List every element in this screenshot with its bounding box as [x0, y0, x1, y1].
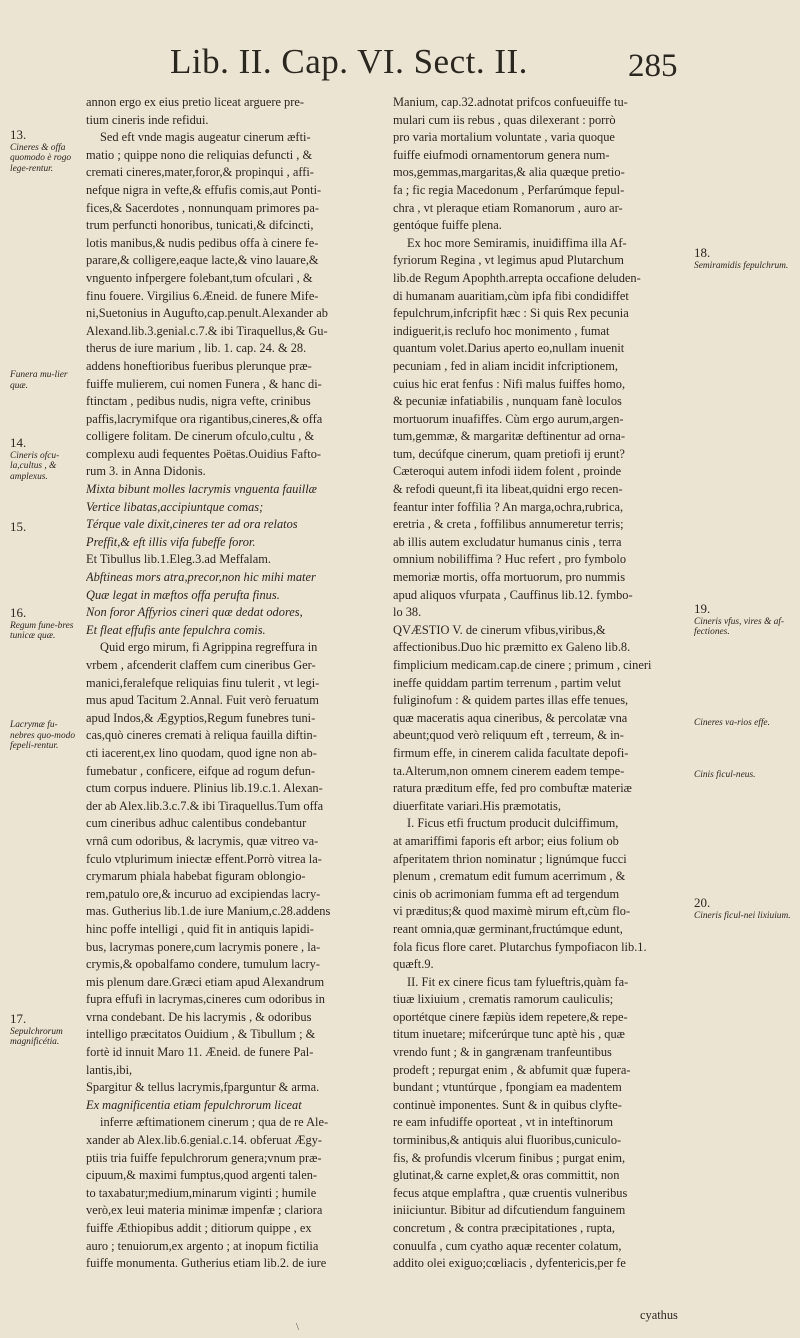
text-line: rem,patulo ore,& incuruo ad excipiendas lacry-	[86, 886, 321, 901]
text-line: lib.de Regum Apophth.arrepta occafione deluden-	[393, 270, 641, 285]
text-line: continuè imponentes. Sunt & in quibus clyfte-	[393, 1097, 622, 1112]
margin-note-text: Funera mu-lier quæ.	[10, 370, 68, 391]
text-line: Ex hoc more Semiramis, inuiđiffima illa Af-	[407, 235, 627, 250]
text-line: Et Tibullus lib.1.Eleg.3.ad Meffalam.	[86, 552, 271, 567]
text-line: re eam infudiffe oporteat , vt in inteftinorum	[393, 1115, 613, 1130]
text-line: vrnâ cum odoribus, & lacrymis, quæ vitreo va-	[86, 833, 319, 848]
text-line: crymarum phiala habebat figuram oblongio-	[86, 869, 306, 884]
text-line: Et fleat effufis ante fepulchra comis.	[86, 622, 266, 637]
margin-note-number: 15.	[10, 519, 27, 534]
text-line: mas. Gutherius lib.1.de iure Manium,c.28.addens	[86, 904, 331, 919]
text-line: intelligo præcitatos Ouidium , & Tibullum ; &	[86, 1027, 316, 1042]
text-line: therus de iure marium , lib. 1. cap. 24. & 28.	[86, 341, 307, 356]
text-line: prodeft ; repurgat enim , & abfumit quæ fupera-	[393, 1062, 631, 1077]
text-line: Abftineas mors atra,precor,non hic mihi mater	[86, 570, 316, 585]
text-line: firmum effe, in cinerem calida facultate depofi-	[393, 745, 629, 760]
text-line: pecuniam , fed in aliam incidit infcriptionem,	[393, 358, 619, 373]
text-line: fupra effufi in lacrymas,cineres cum odoribus in	[86, 992, 325, 1007]
text-line: fuliginofum : & quidem partes illas effe tenues,	[393, 693, 629, 708]
text-line: tiuæ lixiuium , crematis ramorum cauliculis;	[393, 992, 614, 1007]
margin-note-text: Cineris ofcu-la,cultus , & amplexus.	[10, 450, 60, 482]
text-line: II. Fit ex cinere ficus tam fylueftris,quàm fa-	[407, 974, 629, 989]
text-line: fices,& Sacerdotes , nonnunquam primores pa-	[86, 200, 319, 215]
text-line: Quæ legat in mæftos offa perufta finus.	[86, 587, 280, 602]
margin-note-20	[694, 895, 794, 921]
text-line: fuiffe monumenta. Gutherius etiam lib.2. de iure	[86, 1256, 327, 1271]
text-line: cremati cineres,mater,foror,& propinqui , affi-	[86, 165, 314, 180]
margin-note-cineres-varios	[694, 718, 794, 729]
text-line: indiguerit,is reclufo hoc monimento , fumat	[393, 323, 610, 338]
left-text-column	[86, 94, 364, 1273]
text-line: fis, & profundis vlcerum finibus ; purgat enim,	[393, 1150, 626, 1165]
text-line: Mixta bibunt molles lacrymis vnguenta fauillæ	[86, 482, 317, 497]
text-line: fuiffe mulierem, cui nomen Funera , & hanc di-	[86, 376, 322, 391]
text-line: ni,Suetonius in Augufto,cap.penult.Alexander ab	[86, 306, 328, 321]
text-line: finu fouere. Virgilius 6.Æneid. de funere Mife-	[86, 288, 319, 303]
margin-note-number: 14.	[10, 435, 27, 450]
margin-note-19	[694, 601, 794, 638]
margin-note-text: Cineres & offa quomodo è rogo lege-rentur.	[10, 142, 72, 174]
text-line: mulari cum iis rebus , quas dilexerant : porrò	[393, 112, 616, 127]
text-line: Spargitur & tellus lacrymis,fparguntur & arma.	[86, 1080, 320, 1095]
text-line: at amariffimi faporis eft arbor; eius folium ob	[393, 833, 619, 848]
text-line: Térque vale dixit,cineres ter ad ora relatos	[86, 517, 298, 532]
text-line: Non foror Affyrios cineri quæ dedat odores,	[86, 605, 303, 620]
text-line: cipuum,& maximi fumptus,quod argenti talen-	[86, 1168, 318, 1183]
text-line: fimplicium medicam.cap.de cinere ; primum , cineri	[393, 658, 652, 672]
margin-note-funera	[10, 370, 82, 391]
text-line: fecus atque emplaftra , quæ cruentis vulneribus	[393, 1185, 628, 1200]
text-line: ftinctam , pedibus nudis, nigra vefte, crinibus	[86, 394, 311, 409]
text-line: tum,gemmæ, & margaritæ deftinentur ad orna-	[393, 429, 626, 444]
running-header: Lib. II. Cap. VI. Sect. II.	[170, 42, 528, 81]
text-line: ptiis tria fuiffe fepulchrorum genera;vnum præ-	[86, 1150, 322, 1165]
text-line: concretum , & contra præcipitationes , rupta,	[393, 1221, 615, 1235]
text-line: Manium, cap.32.adnotat prifcos confueuiffe tu-	[393, 95, 628, 109]
text-line: lotis manibus,& nudis pedibus offa à cinere fe-	[86, 235, 319, 250]
margin-note-number: 17.	[10, 1011, 27, 1026]
text-line: addito olei exiguo;cœliacis , dyfentericis,per fe	[393, 1256, 626, 1271]
text-line: ab illis autem excludatur humanus cinis , terra	[393, 534, 622, 549]
text-line: parare,& colligere,eaque lacte,& vino lauare,&	[86, 253, 319, 268]
text-line: Preffit,& eft illis vifa fubeffe foror.	[86, 534, 256, 549]
text-line: Alexand.lib.3.genial.c.7.& ibi Tiraquellus,& Gu-	[86, 323, 328, 338]
margin-note-18	[694, 245, 794, 271]
text-line: vrbem , afcenderit claffem cum cineribus Ger-	[86, 658, 316, 672]
text-line: cuius hic erat fenfus : Nifi malus fuiffes homo,	[393, 376, 626, 391]
margin-note-number: 19.	[694, 601, 711, 616]
text-line: glutinat,& carne explet,& oras committit, non	[393, 1168, 620, 1183]
text-line: annon ergo ex eius pretio liceat arguere pre-	[86, 95, 305, 109]
text-line: feantur inter foffilia ? An marga,ochra,rubrica,	[393, 499, 624, 514]
text-line: gentóque fuiffe plena.	[393, 218, 502, 233]
text-line: apud aliquos vfurpata , Cauffinus lib.12. fymbo-	[393, 587, 633, 602]
margin-note-text: Cineres va-rios effe.	[694, 718, 770, 728]
text-line: fola ficus flore caret. Plutarchus fympofiacon lib.1.	[393, 939, 647, 954]
text-line: titum inuetare; mifcerúrque tunc aptè his , quæ	[393, 1027, 625, 1042]
text-line: tum, decúfque cinerum, quam pretiofi ij erunt?	[393, 446, 625, 461]
text-line: abeunt;quod verò reliquum eft , terreum, & in-	[393, 728, 624, 743]
text-line: cinis ob acrimoniam fumma eft ad tergendum	[393, 886, 620, 901]
text-line: & pecuniæ infatiabilis , nunquam fanè loculos	[393, 394, 622, 409]
text-line: colligere folitam. De cinerum ofculo,cultu , &	[86, 429, 315, 444]
text-line: QVÆSTIO V. de cinerum vfibus,viribus,&	[393, 622, 606, 637]
text-line: vi præditus;& quod maximè mirum eft,cùm flo-	[393, 904, 631, 919]
text-line: vrendo funt ; & in gangrænam tranfeuntibus	[393, 1045, 612, 1060]
text-line: mis plenum dare.Græci etiam apud Alexandrum	[86, 974, 325, 989]
text-line: complexu audi fequentes Poëtas.Ouidius Fafto-	[86, 446, 322, 461]
text-line: mos,gemmas,margaritas,& alia quæque pretio-	[393, 165, 625, 180]
text-line: Sed eft vnde magis augeatur cinerum æfti-	[100, 130, 311, 145]
text-line: Vertice libatas,accipiuntque comas;	[86, 499, 264, 514]
text-line: der ab Alex.lib.3.c.7.& ibi Tiraquellus.Tum offa	[86, 798, 324, 813]
text-line: chra , vt pleraque etiam Romanorum , auro ar-	[393, 200, 623, 215]
text-line: tium cineris inde refidui.	[86, 112, 209, 127]
text-line: crymis,& opobalfamo condere, tumulum lacry-	[86, 957, 320, 972]
margin-note-text: Cinis ficul-neus.	[694, 770, 756, 780]
margin-note-cinis-ficulneus	[694, 770, 794, 781]
text-line: & refodi queunt,fi ita libeat,quidni ergo recen-	[393, 482, 623, 497]
text-line: vrna condebant. De his lacrymis , & odoribus	[86, 1009, 312, 1024]
text-line: cti iacerent,ex lino quodam, quod igne non ab-	[86, 745, 317, 760]
text-line: omnium nobiliffima ? Huc refert , pro fymbolo	[393, 552, 627, 567]
margin-note-text: Cineris ficul-nei lixiuium.	[694, 910, 791, 921]
margin-note-13	[10, 127, 82, 174]
text-line: matio ; quippe nono die reliquias defuncti , &	[86, 147, 313, 162]
text-line: oportétque cinere fæpiùs idem repetere,& repe-	[393, 1009, 628, 1024]
text-line: hinc poffe intelligi , quid fit in antiquis lapidi-	[86, 921, 314, 936]
margin-note-17	[10, 1011, 82, 1048]
text-line: iniiciuntur. Bibitur ad difcutiendum fanguinem	[393, 1203, 626, 1218]
text-line: xander ab Alex.lib.6.genial.c.14. obferuat Ægy-	[86, 1133, 323, 1148]
text-line: mortuorum inuafiffes. Cùm ergo aurum,argen-	[393, 411, 624, 426]
text-line: verò,ex leui materia minimæ impenfæ ; clariora	[86, 1203, 323, 1218]
text-line: fepulchrum,infcripfit hæc : Si quis Rex pecunia	[393, 306, 629, 321]
text-line: fuiffe eiufmodi ornamentorum genera num-	[393, 147, 610, 162]
text-line: auro ; tenuiorum,ex argento ; at inopum fictilia	[86, 1238, 319, 1253]
margin-note-number: 13.	[10, 127, 27, 142]
text-line: fuiffe Æthiopibus addit ; ditiorum quippe , ex	[86, 1221, 312, 1235]
text-line: paffis,lacrymifque ora rigantibus,cineres,& offa	[86, 411, 323, 426]
text-line: apud Indos,& Ægyptios,Regum funebres tuni-	[86, 710, 316, 725]
text-line: manici,feralefque reliquias finu tulerit , vt legi-	[86, 675, 320, 690]
text-line: ratura præditum effe, fed pro combuftæ materiæ	[393, 781, 632, 796]
text-line: conuulfa , cum cyatho aquæ recenter colatum,	[393, 1238, 622, 1253]
margin-note-lacrymae	[10, 720, 82, 752]
text-line: nefque nigra in vefte,& effufis comis,aut Ponti-	[86, 182, 322, 197]
text-line: I. Ficus etfi fructum producit dulciffimum,	[407, 816, 619, 831]
text-line: reant omnia,quæ germinant,fructúmque edunt,	[393, 921, 623, 936]
margin-note-text: Lacrymæ fu-nebres quo-modo fepeli-rentur.	[10, 720, 76, 751]
text-line: torminibus,& antiquis alui fluoribus,cuniculo-	[393, 1133, 622, 1148]
margin-note-text: Sepulchrorum magnificétia.	[10, 1026, 63, 1047]
text-line: vnguento infpergere folebant,tum ofculari , &	[86, 270, 313, 285]
margin-note-14	[10, 435, 82, 482]
text-line: addens honeftioribus fueribus plerunque præ-	[86, 358, 312, 373]
text-line: fortè id innuit Maro 11. Æneid. de funere Pal-	[86, 1045, 314, 1060]
text-line: bus, lacrymas ponere,cum lacrymis ponere , la-	[86, 939, 321, 954]
text-line: pro varia mortalium voluntate , varia quoque	[393, 130, 615, 145]
text-line: memoriæ mortis, offa mortuorum, pro nummis	[393, 570, 626, 585]
text-line: diuerfitate variari.His præmotatis,	[393, 798, 561, 813]
text-line: ta.Alterum,non omnem cinerem eadem tempe-	[393, 763, 625, 778]
text-line: Quid ergo mirum, fi Agrippina regreffura in	[100, 640, 318, 655]
margin-note-number: 16.	[10, 605, 27, 620]
margin-note-text: Cineris vfus, vires & af-fectiones.	[694, 616, 785, 637]
text-line: fculo vtplurimum iniectæ effent.Porrò vitrea la-	[86, 851, 322, 866]
text-line: inferre æftimationem cinerum ; qua de re Ale-	[100, 1115, 329, 1130]
text-line: trum perfuncti honoribus, tunicati,& difcincti,	[86, 218, 314, 233]
text-line: afperitatem thrion nominatur ; lignúmque fucci	[393, 851, 627, 866]
text-line: lo 38.	[393, 605, 422, 620]
margin-note-text: Semiramidis fepulchrum.	[694, 260, 789, 271]
text-line: quæ maceratis aqua cineribus, & percolatæ vna	[393, 710, 628, 725]
text-line: rum 3. in Anna Didonis.	[86, 464, 206, 479]
text-line: plenum , crematum edit fumum acerrimum , &	[393, 869, 626, 884]
text-line: fyriorum Regina , vt legimus apud Plutarchum	[393, 253, 624, 268]
text-line: eretria , & creta , foffilibus annumeretur terris;	[393, 517, 624, 532]
text-line: cum cineribus adhuc calentibus condebantur	[86, 816, 307, 831]
text-line: ineffe quiddam partim terrenum , partim velut	[393, 675, 621, 690]
text-line: ctum corpus induere. Plinius lib.19.c.1. Alexan-	[86, 781, 323, 796]
page-mark: \	[296, 1321, 300, 1333]
margin-note-text: Regum fune-bres tunicæ quæ.	[10, 620, 74, 641]
text-line: to taxabatur;medium,minarum viginti ; humile	[86, 1185, 317, 1200]
right-text-column	[393, 94, 681, 1273]
text-line: Cæteroqui autem infodi iidem folent , proinde	[393, 464, 622, 479]
text-line: quæft.9.	[393, 957, 434, 972]
margin-note-16	[10, 605, 82, 642]
margin-note-number: 18.	[694, 245, 711, 260]
text-line: fa ; fic regia Macedonum , Perfarúmque fepul-	[393, 182, 625, 197]
text-line: quantum volet.Darius aperto eo,nullam inuenit	[393, 341, 625, 356]
text-line: mus apud Tacitum 2.Annal. Fuit verò feruatum	[86, 693, 319, 708]
text-line: Ex magnificentia etiam fepulchrorum liceat	[86, 1097, 302, 1112]
text-line: affectionibus.Duo hic præmitto ex Galeno lib.8.	[393, 640, 631, 655]
margin-note-number: 20.	[694, 895, 711, 910]
catchword: cyathus	[640, 1308, 678, 1322]
text-line: di humanam auaritiam,cùm ipfa fibi condidiffet	[393, 288, 629, 303]
text-line: fumebatur , conficere, eifque ad rogum defun-	[86, 763, 316, 778]
text-line: lantis,ibi,	[86, 1062, 133, 1077]
text-line: cas,quò cineres cremati à reliqua fauilla diftin-	[86, 728, 317, 743]
text-line: bundant ; vtuntúrque , fpongiam ea madentem	[393, 1080, 622, 1095]
page-number: 285	[628, 48, 678, 84]
margin-note-15	[10, 519, 82, 535]
